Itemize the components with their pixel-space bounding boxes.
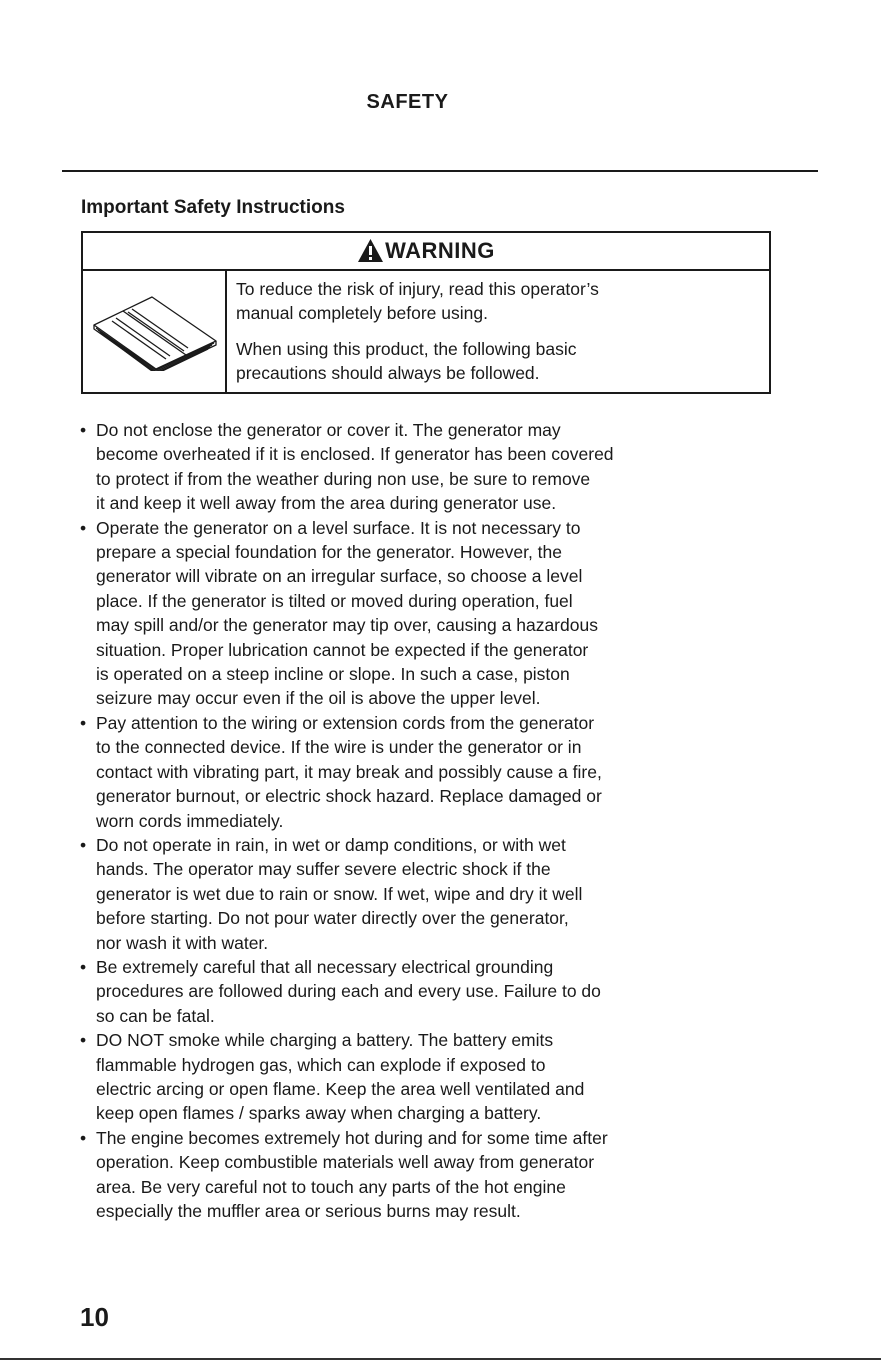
bullet-line: procedures are followed during each and every use. Failure to do — [96, 981, 601, 1002]
bullet-line: seizure may occur even if the oil is above the upper level. — [96, 688, 541, 709]
bullet-line: keep open flames / sparks away when charging a battery. — [96, 1103, 542, 1124]
bullet-line: it and keep it well away from the area during generator use. — [96, 493, 557, 514]
bullet-marker: • — [80, 834, 87, 855]
bullet-marker: • — [80, 712, 87, 733]
bullet-line: so can be fatal. — [96, 1005, 215, 1026]
safety-bullet-item — [79, 1126, 739, 1224]
bullet-line: may spill and/or the generator may tip over, causing a hazardous — [96, 615, 598, 636]
bullet-line: area. Be very careful not to touch any parts of the hot engine — [96, 1176, 566, 1197]
safety-bullet-item — [79, 1028, 739, 1126]
bullet-marker: • — [80, 517, 87, 538]
bullet-line: Pay attention to the wiring or extension cords from the generator — [96, 712, 595, 733]
bullet-line: before starting. Do not pour water directly over the generator, — [96, 908, 569, 929]
safety-bullet-item — [79, 516, 739, 711]
bullet-line: Operate the generator on a level surface. It is not necessary to — [96, 517, 581, 538]
warning-label: WARNING — [385, 238, 495, 263]
bullet-marker: • — [80, 1127, 87, 1148]
safety-bullet-list — [79, 418, 739, 1223]
bullet-line: is operated on a steep incline or slope. In such a case, piston — [96, 664, 570, 685]
warning-triangle-icon — [357, 238, 384, 263]
bullet-line: generator burnout, or electric shock hazard. Replace damaged or — [96, 786, 602, 807]
bullet-line: generator is wet due to rain or snow. If wet, wipe and dry it well — [96, 883, 583, 904]
bullet-line: contact with vibrating part, it may break and possibly cause a fire, — [96, 761, 602, 782]
bullet-line: The engine becomes extremely hot during and for some time after — [96, 1127, 608, 1148]
bullet-line: worn cords immediately. — [96, 810, 284, 831]
warning-line: manual completely before using. — [236, 303, 488, 323]
bullet-line: Do not operate in rain, in wet or damp conditions, or with wet — [96, 834, 566, 855]
bullet-line: flammable hydrogen gas, which can explode if exposed to — [96, 1054, 546, 1075]
warning-paragraph — [236, 277, 599, 325]
header-divider — [62, 170, 818, 172]
section-title: Important Safety Instructions — [81, 197, 345, 218]
page-heading: SAFETY — [366, 91, 449, 113]
book-cell — [83, 271, 227, 392]
bullet-line: operation. Keep combustible materials well away from generator — [96, 1152, 595, 1173]
footer-divider — [0, 1358, 881, 1360]
safety-bullet-item — [79, 833, 739, 955]
warning-box — [81, 231, 771, 394]
bullet-line: electric arcing or open flame. Keep the area well ventilated and — [96, 1078, 585, 1099]
page-number: 10 — [80, 1302, 109, 1332]
bullet-marker: • — [80, 420, 87, 440]
bullet-line: situation. Proper lubrication cannot be expected if the generator — [96, 639, 589, 660]
bullet-line: generator will vibrate on an irregular surface, so choose a level — [96, 566, 583, 587]
warning-line: precautions should always be followed. — [236, 363, 540, 383]
warning-line: To reduce the risk of injury, read this operator’s — [236, 279, 599, 299]
warning-body — [83, 271, 769, 392]
safety-bullet-item — [79, 418, 739, 516]
warning-line: When using this product, the following basic — [236, 339, 577, 359]
bullet-line: nor wash it with water. — [96, 932, 269, 953]
bullet-marker: • — [80, 956, 87, 977]
bullet-line: prepare a special foundation for the generator. However, the — [96, 542, 562, 563]
bullet-line: hands. The operator may suffer severe electric shock if the — [96, 859, 551, 880]
bullet-line: Be extremely careful that all necessary electrical grounding — [96, 956, 554, 977]
bullet-line: become overheated if it is enclosed. If generator has been covered — [96, 444, 614, 465]
open-book-icon — [90, 293, 218, 371]
warning-text — [227, 271, 599, 392]
bullet-line: to the connected device. If the wire is under the generator or in — [96, 737, 582, 758]
safety-bullet-item — [79, 955, 739, 1028]
warning-paragraph — [236, 337, 599, 385]
bullet-line: Do not enclose the generator or cover it. The generator may — [96, 420, 561, 440]
bullet-marker: • — [80, 1030, 87, 1051]
safety-bullet-item — [79, 711, 739, 833]
bullet-line: place. If the generator is tilted or moved during operation, fuel — [96, 590, 573, 611]
bullet-line: to protect if from the weather during non use, be sure to remove — [96, 468, 591, 489]
bullet-line: DO NOT smoke while charging a battery. The battery emits — [96, 1030, 554, 1051]
bullet-line: especially the muffler area or serious burns may result. — [96, 1201, 521, 1221]
warning-header — [83, 233, 769, 271]
